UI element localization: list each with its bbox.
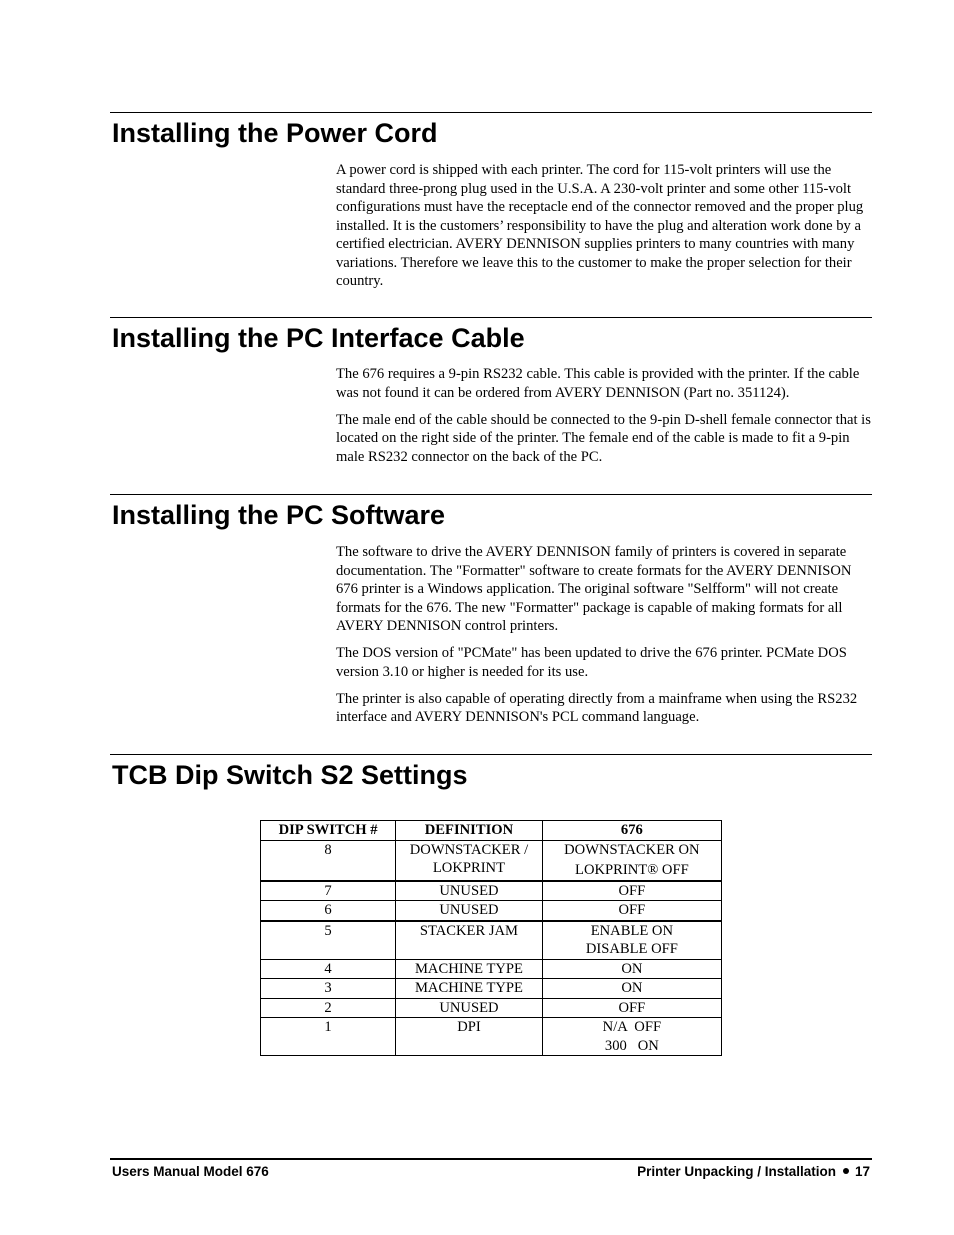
value-cell: ON	[542, 959, 721, 979]
definition-line: DOWNSTACKER /	[409, 841, 529, 858]
switch-number: 4	[261, 959, 396, 979]
switch-number: 7	[261, 881, 396, 901]
section-pc-interface-cable	[110, 317, 872, 354]
value-line: LOKPRINT® OFF	[575, 862, 689, 878]
value-cell	[542, 840, 721, 881]
section-tcb-dip-switch	[110, 754, 872, 791]
table-row	[261, 921, 722, 960]
dip-switch-table	[260, 820, 722, 1056]
section-heading: Installing the PC Interface Cable	[112, 323, 525, 353]
section-body-pc-software	[336, 543, 872, 735]
section-pc-software	[110, 494, 872, 531]
section-power-cord	[110, 112, 872, 149]
paragraph: The printer is also capable of operating directly from a mainframe when using the RS232 interface and AVERY DENNISON's PCL command language.	[336, 690, 858, 725]
value-line: DOWNSTACKER ON	[564, 841, 700, 858]
column-header-definition: DEFINITION	[396, 821, 543, 841]
paragraph: The software to drive the AVERY DENNISON family of printers is covered in separate documentation. The "Formatter" software to create formats for the AVERY DENNISON 676 printer is a Windows application. The original software "Selfform" will not create formats for the 676. The new "Formatter" package is capable of making formats for all AVERY DENNISON control printers.	[336, 544, 852, 634]
switch-number: 6	[261, 901, 396, 921]
section-body-power-cord	[336, 161, 872, 299]
value-cell: OFF	[542, 901, 721, 921]
table-row	[261, 979, 722, 999]
section-heading: Installing the Power Cord	[112, 118, 438, 148]
definition-cell	[396, 840, 543, 881]
value-line: ENABLE ON	[590, 922, 674, 939]
footer-chapter	[637, 1164, 870, 1179]
section-body-pc-interface-cable	[336, 365, 872, 475]
switch-number: 3	[261, 979, 396, 999]
paragraph: The 676 requires a 9-pin RS232 cable. This cable is provided with the printer. If the cable was not found it can be ordered from AVERY DENNISON (Part no. 351124).	[336, 366, 860, 401]
table-row	[261, 1018, 722, 1056]
table-row	[261, 881, 722, 901]
value-line: DISABLE OFF	[585, 941, 678, 957]
definition-cell: MACHINE TYPE	[396, 979, 543, 999]
definition-line: LOKPRINT	[432, 860, 506, 876]
bullet-icon	[843, 1168, 849, 1174]
table-row	[261, 959, 722, 979]
switch-number: 1	[261, 1018, 396, 1056]
table-row	[261, 998, 722, 1018]
value-cell	[542, 921, 721, 960]
section-heading: Installing the PC Software	[112, 500, 446, 530]
paragraph: A power cord is shipped with each printer. The cord for 115-volt printers will use the standard three-prong plug used in the U.S.A. A 230-volt printer and some other 115-volt configurations must have the receptacle end of the connector removed and the proper plug installed. It is the customers’ responsibility to have the plug and alteration work done by a certified electrician. AVERY DENNISON supplies printers to many countries with many variations. Therefore we leave this to the customer to make the proper selection for their country.	[336, 162, 864, 289]
page-number: 17	[854, 1164, 870, 1179]
table-row	[261, 840, 722, 881]
switch-number: 5	[261, 921, 396, 960]
value-line: 300 ON	[604, 1037, 659, 1054]
footer-chapter-title: Printer Unpacking / Installation	[637, 1164, 836, 1179]
definition-cell: UNUSED	[396, 998, 543, 1018]
column-header-dip-switch: DIP SWITCH #	[261, 821, 396, 841]
switch-number: 8	[261, 840, 396, 881]
value-cell	[542, 1018, 721, 1056]
value-line: N/A OFF	[602, 1019, 662, 1035]
footer-manual-title: Users Manual Model 676	[112, 1164, 269, 1179]
section-heading: TCB Dip Switch S2 Settings	[112, 760, 468, 790]
table-row	[261, 901, 722, 921]
definition-cell: MACHINE TYPE	[396, 959, 543, 979]
definition-cell: DPI	[396, 1018, 543, 1056]
paragraph: The DOS version of "PCMate" has been updated to drive the 676 printer. PCMate DOS version 3.10 or higher is needed for its use.	[336, 645, 847, 680]
paragraph: The male end of the cable should be connected to the 9-pin D-shell female connector that is located on the right side of the printer. The female end of the cable is made to fit a 9-pin male RS232 connector on the back of the PC.	[336, 411, 871, 465]
table-header-row	[261, 821, 722, 841]
switch-number: 2	[261, 998, 396, 1018]
value-cell: OFF	[542, 998, 721, 1018]
definition-cell: STACKER JAM	[396, 921, 543, 960]
definition-cell: UNUSED	[396, 881, 543, 901]
column-header-676: 676	[542, 821, 721, 841]
value-cell: ON	[542, 979, 721, 999]
definition-cell: UNUSED	[396, 901, 543, 921]
page-footer	[110, 1158, 872, 1179]
value-cell: OFF	[542, 881, 721, 901]
